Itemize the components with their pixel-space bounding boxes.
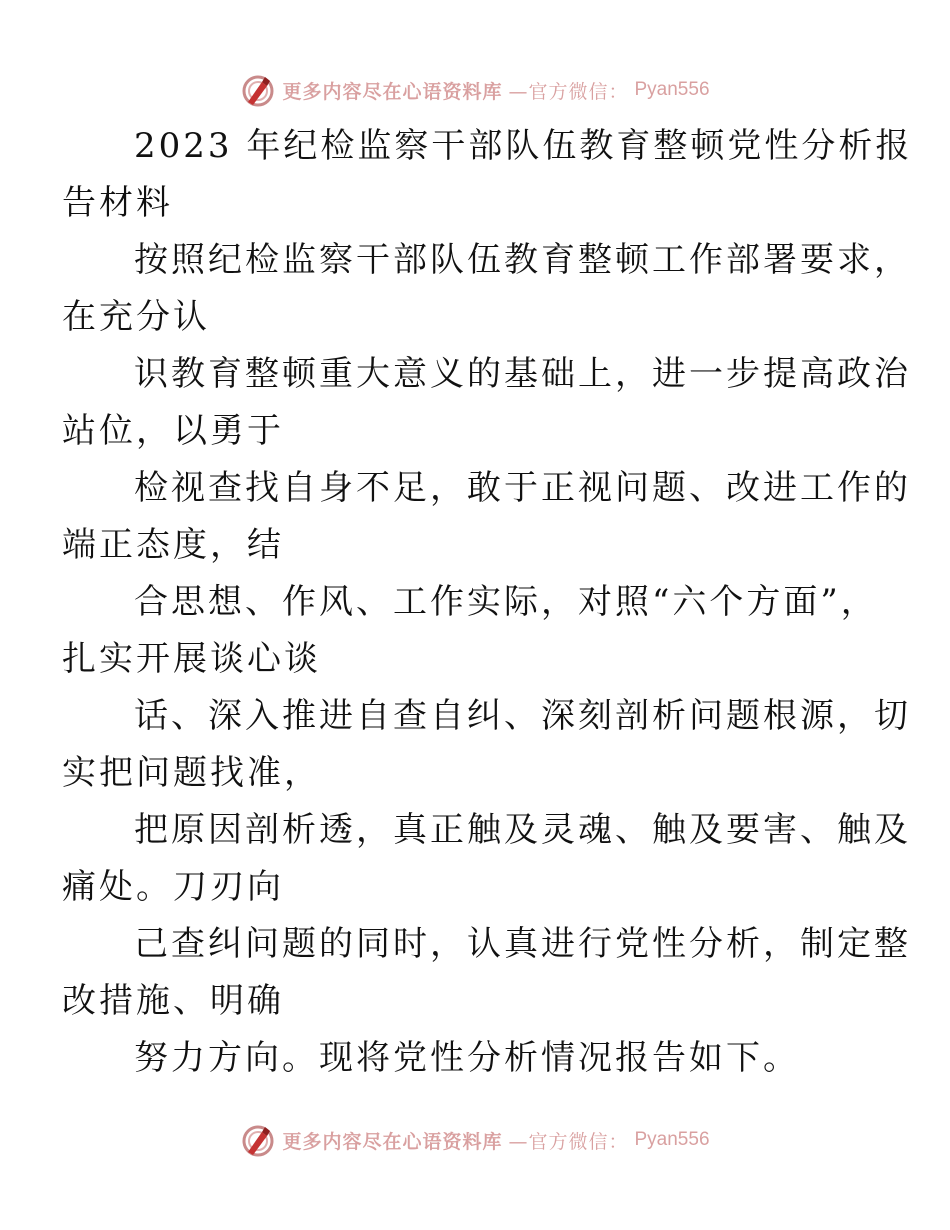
banner-brand-text: 更多内容尽在心语资料库 — [282, 80, 503, 103]
paragraph-line — [62, 346, 911, 460]
banner-official-label: —官方微信： — [508, 80, 629, 103]
pen-seal-logo-icon — [240, 1122, 276, 1158]
paragraph-line-6a: 把原因剖析透，真正触及灵魂、触及要害、触及 — [134, 810, 911, 850]
paragraph-line-7a: 己查纠问题的同时，认真进行党性分析，制定整 — [134, 924, 911, 964]
paragraph-line-5b: 实把问题找准， — [62, 753, 321, 793]
document-title-line-1: 2023 年纪检监察干部队伍教育整顿党性分析报 — [134, 126, 913, 166]
paragraph-line — [62, 916, 911, 1030]
paragraph-line — [62, 688, 911, 802]
footer-watermark-banner — [0, 1120, 950, 1160]
paragraph-line-1a: 按照纪检监察干部队伍教育整顿工作部署要求， — [134, 240, 911, 280]
paragraph-line — [62, 232, 911, 346]
paragraph-line-2a: 识教育整顿重大意义的基础上，进一步提高政治 — [134, 354, 911, 394]
paragraph-line — [98, 1030, 858, 1087]
paragraph-line-3b: 端正态度，结 — [62, 525, 284, 565]
paragraph-line-4a: 合思想、作风、工作实际，对照“六个方面”， — [134, 582, 878, 622]
paragraph-line-3a: 检视查找自身不足，敢于正视问题、改进工作的 — [134, 468, 911, 508]
header-watermark-banner — [0, 70, 950, 110]
paragraph-line-6b: 痛处。刀刃向 — [62, 867, 284, 907]
banner-brand-text: 更多内容尽在心语资料库 — [282, 1130, 503, 1153]
paragraph-line — [62, 802, 911, 916]
document-title-line-2: 告材料 — [62, 183, 173, 223]
paragraph-line-8a: 努力方向。现将党性分析情况报告如下。 — [134, 1038, 800, 1078]
banner-wechat-id: Pyan556 — [634, 79, 710, 100]
paragraph-line — [62, 460, 911, 574]
banner-official-label: —官方微信： — [508, 1130, 629, 1153]
document-title — [62, 118, 913, 232]
paragraph-line-4b: 扎实开展谈心谈 — [62, 639, 321, 679]
document-body — [62, 118, 913, 1087]
paragraph-line — [62, 574, 878, 688]
paragraph-line-7b: 改措施、明确 — [62, 981, 284, 1021]
paragraph-line-2b: 站位，以勇于 — [62, 411, 284, 451]
paragraph-line-5a: 话、深入推进自查自纠、深刻剖析问题根源，切 — [134, 696, 911, 736]
banner-wechat-id: Pyan556 — [634, 1129, 710, 1150]
paragraph-line-1b: 在充分认 — [62, 297, 210, 337]
pen-seal-logo-icon — [240, 72, 276, 108]
